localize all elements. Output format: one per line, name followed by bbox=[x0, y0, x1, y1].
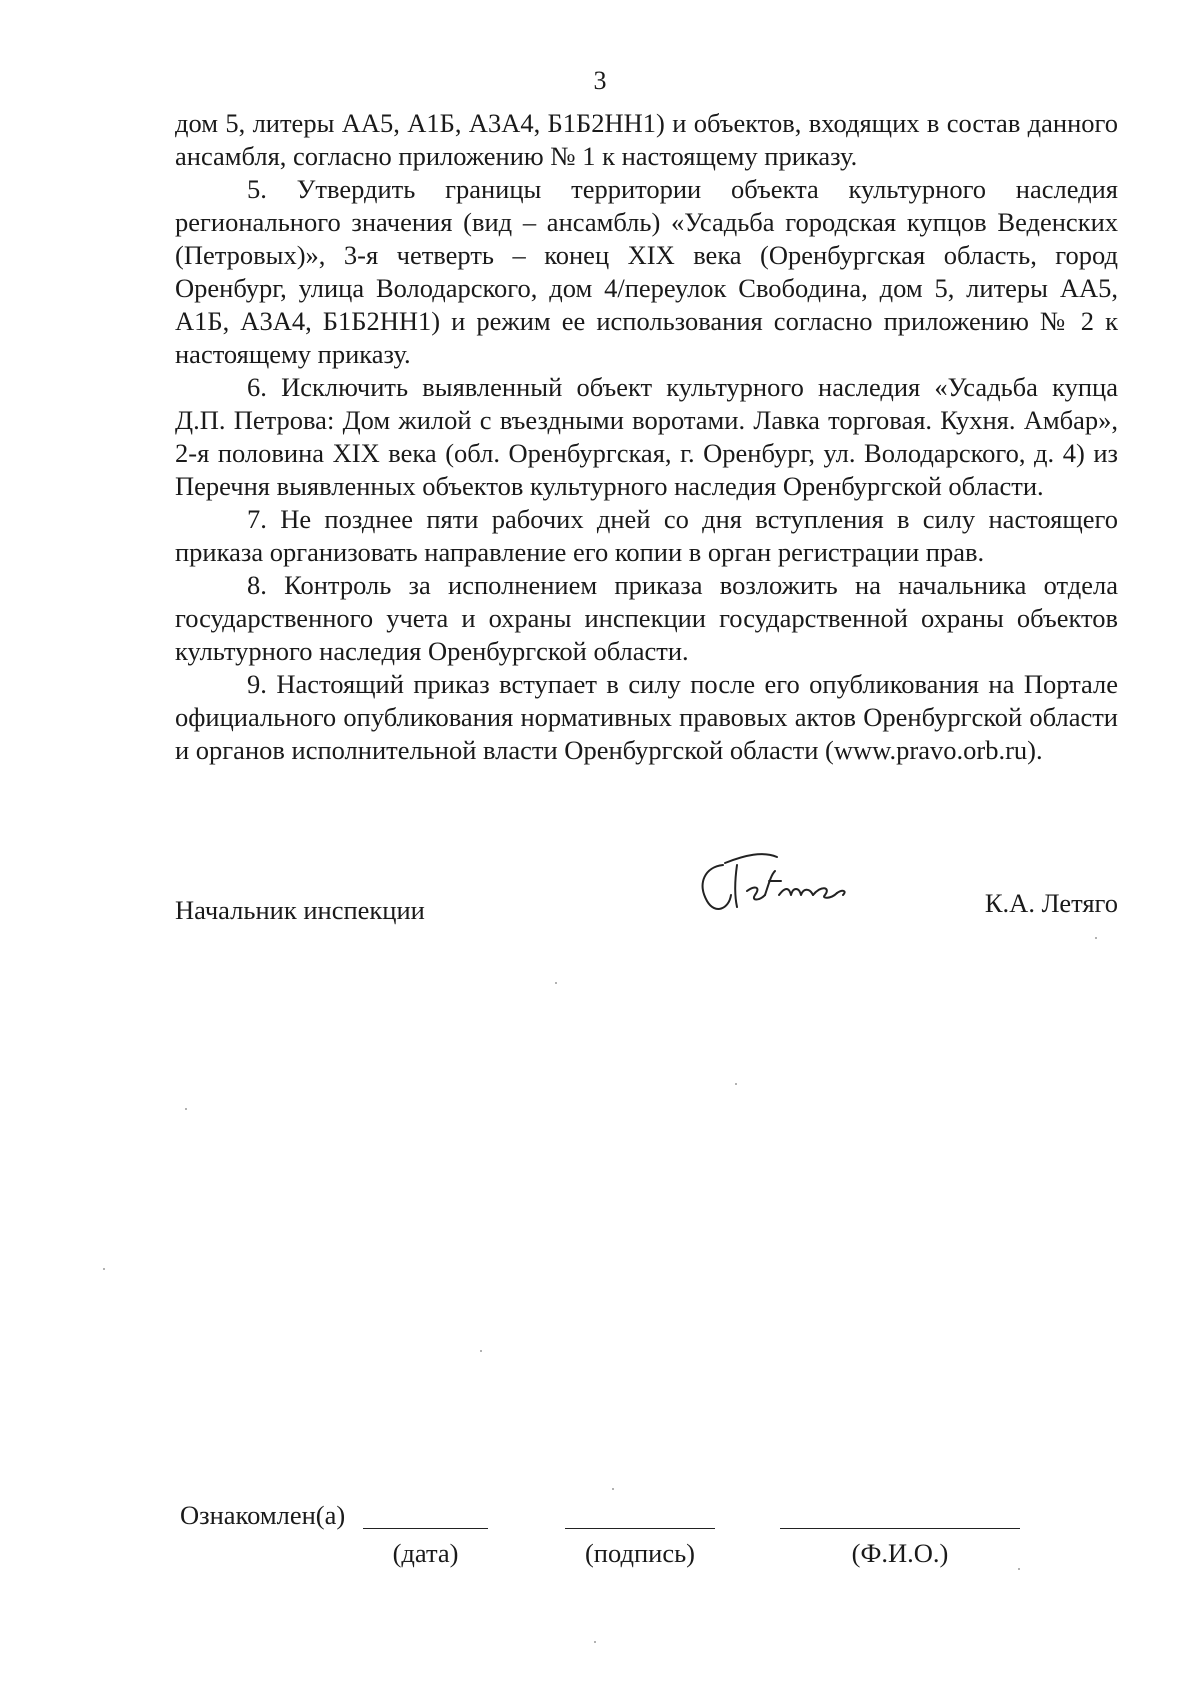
scan-speck bbox=[594, 1641, 596, 1643]
scan-speck bbox=[735, 1083, 737, 1085]
paragraph-item-8: 8. Контроль за исполнением приказа возложить на начальника отдела государственного учета и охраны инспекции государственной охраны объектов культурного наследия Оренбургской области. bbox=[175, 570, 1118, 666]
document-body bbox=[175, 107, 1118, 767]
signatory-name: К.А. Летяго bbox=[984, 888, 1118, 918]
scan-speck bbox=[555, 982, 557, 984]
signatory-title: Начальник инспекции bbox=[175, 895, 425, 925]
acknowledgement-block bbox=[180, 1500, 1060, 1580]
paragraph-item-5: 5. Утвердить границы территории объекта культурного наследия регионального значения (вид – ансамбль) «Усадьба городская купцов Веденских (Петровых)», 3-я четверть – конец XIX века (Оренбургская область, город Оренбург, улица Володарского, дом 4/переулок Свободина, дом 5, литеры АА5, А1Б, А3А4, Б1Б2НН1) и режим ее использования согласно приложению № 2 к настоящему приказу. bbox=[175, 174, 1118, 369]
acknowledged-label: Ознакомлен(а) bbox=[180, 1500, 346, 1530]
signature-line bbox=[565, 1528, 715, 1529]
page-number: 3 bbox=[593, 66, 607, 95]
scan-speck bbox=[1018, 1568, 1020, 1570]
paragraph-continuation: дом 5, литеры АА5, А1Б, А3А4, Б1Б2НН1) и объектов, входящих в состав данного ансамбля, согласно приложению № 1 к настоящему приказу. bbox=[175, 108, 1118, 171]
scan-speck bbox=[480, 1350, 482, 1352]
scan-speck bbox=[612, 1488, 614, 1490]
paragraph-item-9: 9. Настоящий приказ вступает в силу после его опубликования на Портале официального опубликования нормативных правовых актов Оренбургской области и органов исполнительной власти Оренбургской области (www.pravo.orb.ru). bbox=[175, 669, 1118, 765]
paragraph-item-7: 7. Не позднее пяти рабочих дней со дня вступления в силу настоящего приказа организовать направление его копии в орган регистрации прав. bbox=[175, 504, 1118, 567]
paragraph-item-6: 6. Исключить выявленный объект культурного наследия «Усадьба купца Д.П. Петрова: Дом жилой с въездными воротами. Лавка торговая. Кухня. Амбар», 2-я половина XIX века (обл. Оренбургская, г. Оренбург, ул. Володарского, д. 4) из Перечня выявленных объектов культурного наследия Оренбургской области. bbox=[175, 372, 1118, 501]
name-caption: (Ф.И.О.) bbox=[851, 1538, 949, 1568]
scan-speck bbox=[185, 1108, 187, 1110]
scan-speck bbox=[1095, 937, 1097, 939]
date-line bbox=[363, 1528, 488, 1529]
signature-caption: (подпись) bbox=[584, 1538, 695, 1568]
signature-block bbox=[175, 888, 1118, 935]
date-caption: (дата) bbox=[392, 1538, 459, 1568]
name-line bbox=[780, 1528, 1020, 1529]
handwritten-signature bbox=[685, 843, 885, 923]
scan-speck bbox=[103, 1268, 105, 1270]
